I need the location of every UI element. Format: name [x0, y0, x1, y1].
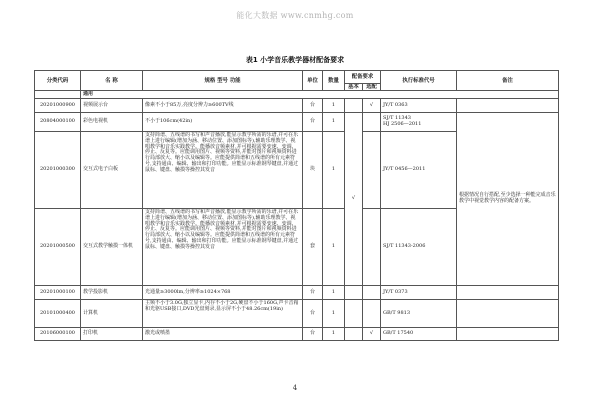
header-remark: 备注 [457, 71, 559, 91]
cell-optional [363, 132, 381, 209]
cell-name: 打印机 [81, 328, 143, 341]
watermark-text: 能化大数据 www.cnmhg.com [236, 11, 354, 20]
cell-standard: JY/T 0363 [381, 99, 457, 113]
cell-spec: 激光或喷墨 [143, 328, 303, 341]
cell-remark [457, 286, 559, 300]
cell-standard: SJ/T 11343 HJ 2506—2011 [381, 113, 457, 132]
header-standard: 执行标准代号 [381, 71, 457, 91]
cell-qty: 1 [323, 328, 345, 341]
header-code: 分类代码 [35, 71, 81, 91]
equipment-table [34, 70, 559, 341]
category-label: 通用 [81, 91, 559, 99]
cell-basic [345, 286, 363, 300]
cell-code: 20804000100 [35, 113, 81, 132]
cell-qty: 1 [323, 113, 345, 132]
cell-code: 20201000100 [35, 286, 81, 300]
cell-standard: SJ/T 11343-2006 [381, 209, 457, 286]
cell-spec: 支持简谱、五线谱的书写和声音播放,能显示教学所需的乐谱,并可在乐谱上进行编辑(增加为涵、移动位置、添加图标等),辅助乐理教学、视唱教学和音乐实践教学。能播放音频素材,并可根据需要变速、变调、停止、反复等。应能调用图片、视频等资料,并能对图片和视频资料进行局部放大、缩小以及编辑等。应能提供简谱和五线谱的所有元素符号,支持通由、编辑、输出和打印功能。应能显示标准钢琴键盘,并通过鼠标、键盘、触摸等操控其发音 [143, 132, 303, 209]
cell-remark [457, 99, 559, 113]
cell-qty: 1 [323, 132, 345, 209]
cell-optional [363, 286, 381, 300]
cell-unit: 块 [303, 132, 323, 209]
cell-name: 交互式教学触摸一体机 [81, 209, 143, 286]
table-row [35, 99, 559, 113]
cell-basic-shared: √ [345, 113, 363, 286]
cell-name: 交互式电子白板 [81, 132, 143, 209]
cell-remark-shared: 根据情况自行搭配,至少选择一种能完成音乐教学中视觉教学内容的配备方案。 [457, 113, 559, 286]
header-basic: 基本 [345, 84, 363, 91]
cell-standard: GB/T 17540 [381, 328, 457, 341]
cell-standard: GB/T 9813 [381, 300, 457, 328]
cell-name: 视频展示台 [81, 99, 143, 113]
header-spec: 规格 型号 功能 [143, 71, 303, 91]
cell-code: 20106000100 [35, 328, 81, 341]
cell-remark [457, 300, 559, 328]
header-qty: 数量 [323, 71, 345, 91]
cell-qty: 1 [323, 286, 345, 300]
cell-code: 20201000300 [35, 132, 81, 209]
cell-code: 20201000500 [35, 209, 81, 286]
table-row [35, 286, 559, 300]
cell-unit: 台 [303, 99, 323, 113]
cell-qty: 1 [323, 209, 345, 286]
cell-optional [363, 209, 381, 286]
cell-basic [345, 328, 363, 341]
cell-code: 20201000900 [35, 99, 81, 113]
category-code-cell [35, 91, 81, 99]
cell-optional: √ [363, 328, 381, 341]
cell-unit: 台 [303, 286, 323, 300]
table-row [35, 113, 559, 132]
cell-qty: 1 [323, 300, 345, 328]
cell-qty: 1 [323, 99, 345, 113]
cell-unit: 台 [303, 113, 323, 132]
table-row [35, 300, 559, 328]
header-optional: 选配 [363, 84, 381, 91]
cell-standard: JY/T 0456—2011 [381, 132, 457, 209]
header-name: 名 称 [81, 71, 143, 91]
cell-standard: JY/T 0373 [381, 286, 457, 300]
header-config: 配备要求 [345, 71, 381, 84]
page-number: 4 [292, 384, 298, 392]
cell-optional [363, 113, 381, 132]
cell-name: 教学投影机 [81, 286, 143, 300]
cell-spec: 支持简谱、五线谱的书写和声音播放,能显示教学所需的乐谱,并可在乐谱上进行编辑(增加为涵、移动位置、添加图标等),辅助乐理教学、视唱教学和音乐实践教学。能播放音频素材,并可根据需要变速、变调、停止、反复等。应能调用图片、视频等资料,并能对图片和视频资料进行局部放大、缩小以及编辑等。应能提供简谱和五线谱的所有元素符号,支持通由、编辑、输出和打印功能。应能显示标准钢琴键盘,并通过鼠标、键盘、触摸等操控其发音 [143, 209, 303, 286]
table-row [35, 328, 559, 341]
cell-spec: 不小于106cm(42in) [143, 113, 303, 132]
cell-spec: 光通量≥3000lm,分辨率≥1024×768 [143, 286, 303, 300]
cell-basic [345, 99, 363, 113]
cell-optional: √ [363, 99, 381, 113]
cell-unit: 台 [303, 328, 323, 341]
cell-name: 彩色电视机 [81, 113, 143, 132]
table-title: 表1 小学音乐教学器材配备要求 [245, 56, 345, 64]
cell-code: 20101000400 [35, 300, 81, 328]
header-unit: 单位 [303, 71, 323, 91]
cell-spec: 像素不小于85万,亮度分辨力≥600TV线 [143, 99, 303, 113]
cell-spec: 主频不小于3.0G,独立显卡,内存不小于2G,硬盘不小于160G,声卡音箱和光驱USB接口,DVD光盘刻录,显示屏不小于48.26cm(19in) [143, 300, 303, 328]
cell-name: 计算机 [81, 300, 143, 328]
cell-basic [345, 300, 363, 328]
cell-unit: 台 [303, 300, 323, 328]
cell-optional [363, 300, 381, 328]
cell-remark [457, 328, 559, 341]
cell-unit: 套 [303, 209, 323, 286]
